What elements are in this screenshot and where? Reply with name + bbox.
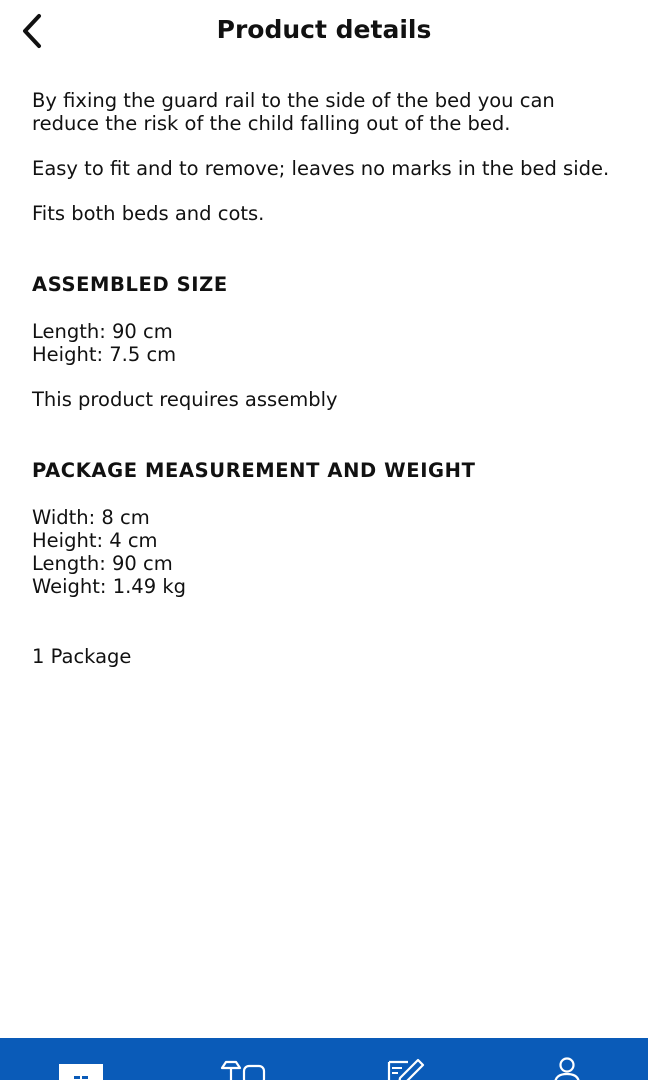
page-title: Product details bbox=[216, 15, 432, 44]
tab-profile[interactable] bbox=[486, 1038, 648, 1080]
tab-furniture[interactable] bbox=[162, 1038, 324, 1080]
tab-home[interactable] bbox=[0, 1038, 162, 1080]
assembled-height: Height: 7.5 cm bbox=[32, 343, 177, 366]
description-paragraph: Fits both beds and cots. bbox=[32, 202, 265, 225]
package-heading: PACKAGE MEASUREMENT AND WEIGHT bbox=[32, 459, 476, 482]
package-width: Width: 8 cm bbox=[32, 506, 150, 529]
tab-lists[interactable] bbox=[324, 1038, 486, 1080]
description-paragraph: Easy to fit and to remove; leaves no marks in the bed side. bbox=[32, 157, 610, 180]
package-height: Height: 4 cm bbox=[32, 529, 158, 552]
assembly-note: This product requires assembly bbox=[32, 388, 338, 411]
package-length: Length: 90 cm bbox=[32, 552, 173, 575]
product-details-content bbox=[32, 89, 622, 668]
assembled-length: Length: 90 cm bbox=[32, 320, 173, 343]
header bbox=[0, 0, 648, 64]
description-paragraph: By fixing the guard rail to the side of the bed you can reduce the risk of the child falling out of the bed. bbox=[32, 89, 555, 135]
tab-bar bbox=[0, 1038, 648, 1080]
assembled-size-heading: ASSEMBLED SIZE bbox=[32, 273, 228, 296]
package-count: 1 Package bbox=[32, 645, 132, 668]
edit-list-icon bbox=[386, 1056, 426, 1080]
furniture-icon bbox=[216, 1058, 270, 1080]
home-icon bbox=[58, 1062, 104, 1080]
profile-icon bbox=[552, 1056, 582, 1080]
package-weight: Weight: 1.49 kg bbox=[32, 575, 186, 598]
